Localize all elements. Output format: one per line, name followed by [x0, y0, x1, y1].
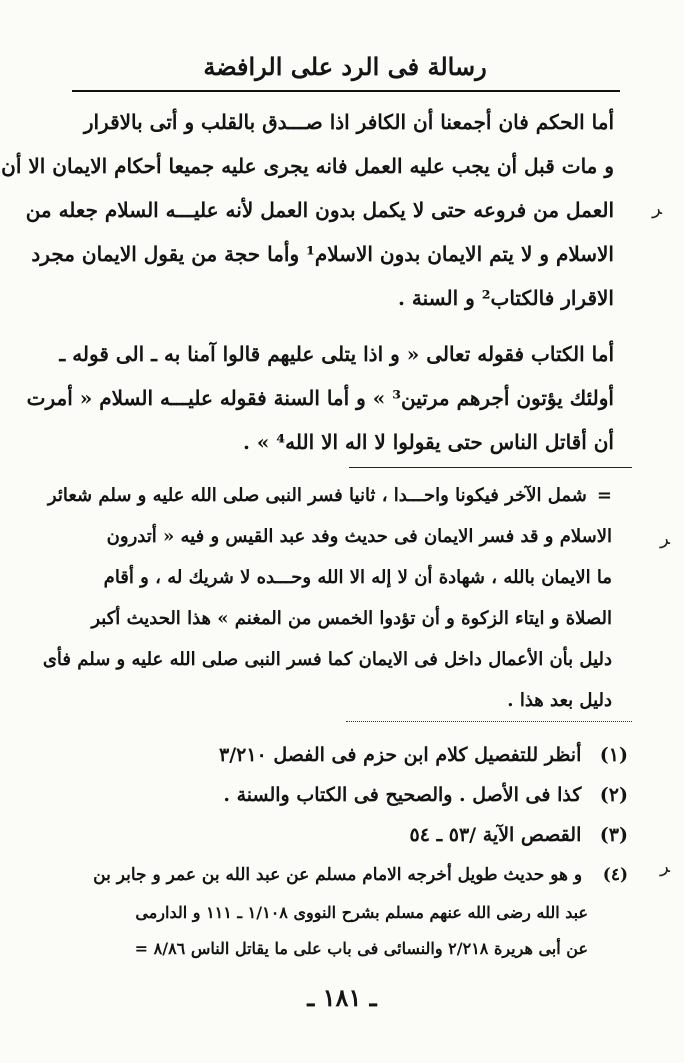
text-line: أما الكتاب فقوله تعالى « و اذا يتلى عليهم قالوا آمنا به ـ الى قوله ـ — [59, 342, 614, 366]
text-line: أن أقاتل الناس حتى يقولوا لا اله الا الله⁴ » . — [242, 430, 614, 454]
header-rule — [72, 90, 620, 92]
footnote-number: (١) — [599, 744, 628, 766]
margin-mark: ﺮ — [652, 198, 662, 219]
footnote-number: (٤) — [602, 865, 628, 885]
footnote-text: أنظر للتفصيل كلام ابن حزم فى الفصل ٣/٢١٠ — [219, 744, 582, 766]
running-header: رسالة فى الرد على الرافضة — [203, 52, 487, 81]
line-text: شمل الآخر فيكونا واحـــدا ، ثانيا فسر النبى صلى الله عليه و سلم شعائر — [47, 485, 587, 506]
continuation-rule — [349, 467, 632, 468]
text-line: أولئك يؤتون أجرهم مرتين³ » و أما السنة فقوله عليـــه السلام « أمرت — [26, 386, 614, 410]
footnote-number: (٣) — [599, 824, 628, 846]
footnote-1 — [60, 735, 628, 775]
text-line: ما الايمان بالله ، شهادة أن لا إله الا الله وحـــده لا شريك له ، و أقام — [103, 567, 612, 588]
footnotes — [60, 735, 628, 967]
margin-mark: ﺮ — [660, 528, 670, 549]
text-line: العمل من فروعه حتى لا يكمل بدون العمل لأنه عليـــه السلام جعله من — [25, 198, 614, 222]
footnote-3 — [60, 815, 628, 855]
footnote-number: (٢) — [599, 784, 628, 806]
paragraph-2 — [26, 332, 614, 464]
text-line: الاقرار فالكتاب² و السنة . — [397, 286, 614, 310]
footnote-4-line: عن أبى هريرة ٢/٢١٨ والنسائى فى باب على ما يقاتل الناس ٨/٨٦ = — [134, 939, 588, 958]
text-line: دليل بأن الأعمال داخل فى الايمان كما فسر النبى صلى الله عليه و سلم فأى — [42, 649, 612, 670]
text-line: الاسلام و قد فسر الايمان فى حديث وفد عبد القيس و فيه « أتدرون — [106, 526, 612, 547]
margin-mark: ﺮ — [660, 856, 670, 877]
text-line: الصلاة و ايتاء الزكوة و أن تؤدوا الخمس من المغنم » هذا الحديث أكبر — [91, 608, 612, 629]
text-line — [47, 475, 612, 516]
footnote-text: القصص الآية /٥٣ ـ ٥٤ — [409, 824, 582, 846]
footnote-rule — [346, 721, 632, 722]
text-line: الاسلام و لا يتم الايمان بدون الاسلام¹ وأما حجة من يقول الايمان مجرد — [31, 242, 614, 266]
text-line: أما الحكم فان أجمعنا أن الكافر اذا صـــدق بالقلب و أتى بالاقرار — [83, 110, 614, 134]
continued-footnote — [42, 475, 612, 721]
main-text — [1, 100, 614, 464]
text-line: دليل بعد هذا . — [507, 690, 612, 711]
text-line: و مات قبل أن يجب عليه العمل فانه يجرى عليه جميعا أحكام الايمان الا أن — [1, 154, 614, 178]
footnote-4 — [60, 855, 628, 895]
page-number: ـ ١٨١ ـ — [307, 983, 377, 1012]
footnote-2 — [60, 775, 628, 815]
footnote-text: كذا فى الأصل . والصحيح فى الكتاب والسنة . — [223, 784, 582, 806]
paragraph-1 — [1, 100, 614, 320]
footnote-text: و هو حديث طويل أخرجه الامام مسلم عن عبد الله بن عمر و جابر بن — [93, 865, 583, 885]
continuation-marker: = — [596, 485, 612, 506]
footnote-4-line: عبد الله رضى الله عنهم مسلم بشرح النووى ١/١٠٨ ـ ١١١ و الدارمى — [135, 903, 588, 922]
